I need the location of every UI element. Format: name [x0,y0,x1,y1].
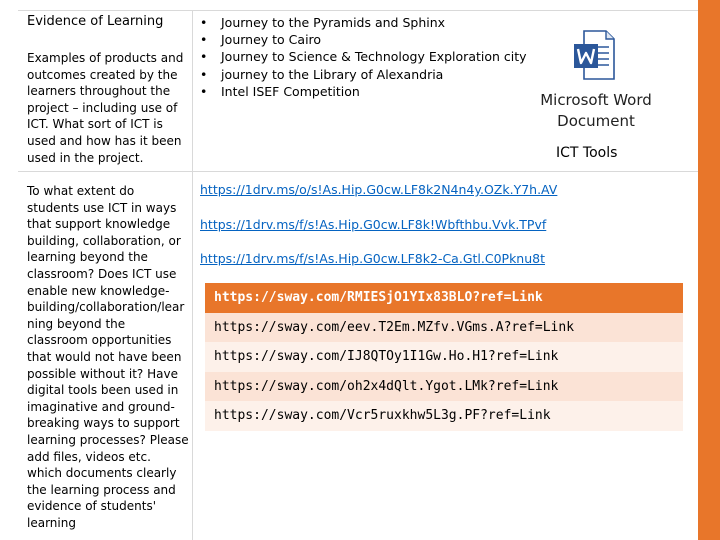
bullet-icon: • [200,49,208,65]
project-list [200,14,527,100]
table-row-divider [18,171,698,172]
table-row[interactable]: https://sway.com/oh2x4dQlt.Ygot.LMk?ref=Link [205,372,683,402]
onedrive-link[interactable]: https://1drv.ms/o/s!As.Hip.G0cw.LF8k2N4n4y.OZk.Y7h.AV [200,182,558,197]
microsoft-word-icon[interactable] [572,29,616,81]
list-item: • Journey to the Pyramids and Sphinx [200,15,446,30]
onedrive-link[interactable]: https://1drv.ms/f/s!As.Hip.G0cw.LF8k!Wbfthbu.Vvk.TPvf [200,217,547,232]
bullet-icon: • [200,66,208,82]
attachment-label[interactable]: Microsoft Word Document [540,91,652,130]
list-item: • journey to the Library of Alexandria [200,66,444,82]
list-item: • Journey to Science & Technology Exploration city [200,49,527,65]
list-item: • Intel ISEF Competition [200,83,360,99]
ict-tools-label: ICT Tools [556,145,618,161]
bullet-icon: • [200,32,208,48]
bullet-icon: • [200,15,208,30]
table-row[interactable]: https://sway.com/Vcr5ruxkhw5L3g.PF?ref=Link [205,401,683,431]
table-row[interactable]: https://sway.com/RMIESjO1YIx83BLO?ref=Link [205,283,683,313]
table-row[interactable]: https://sway.com/IJ8QTOy1I1Gw.Ho.H1?ref=Link [205,342,683,372]
onedrive-link[interactable]: https://1drv.ms/f/s!As.Hip.G0cw.LF8k2-Ca.Gtl.C0Pknu8t [200,251,546,266]
ict-use-description: To what extent do students use ICT in ways that support knowledge building, collaboration, or learning beyond the classroom? Does ICT use enable new knowledge-building/collaboration/lear ning beyond the classroom opportunities that would not have been possible without it? Have digital tools been used in imaginative and ground-breaking ways to support learning processes? Please add files, videos etc. which documents clearly the learning process and evidence of students' learning [27,184,189,530]
sway-links-table [205,283,683,431]
table-border-top [18,10,698,11]
evidence-heading: Evidence of Learning [27,14,164,29]
table-column-divider [192,10,193,540]
evidence-description: Examples of products and outcomes created by the learners throughout the project – including use of ICT. What sort of ICT is used and how has it been used in the project. [27,51,184,165]
list-item: • Journey to Cairo [200,32,322,48]
table-row[interactable]: https://sway.com/eev.T2Em.MZfv.VGms.A?ref=Link [205,313,683,343]
bullet-icon: • [200,83,208,99]
